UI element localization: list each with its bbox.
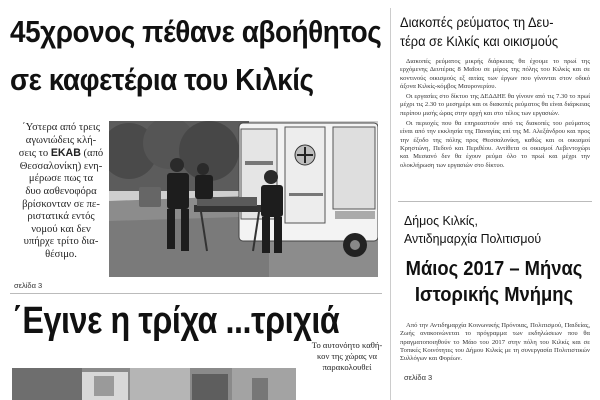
main-story-page-ref: σελίδα 3 xyxy=(14,281,43,290)
ambulance-photo xyxy=(109,121,378,277)
outage-paragraph: Οι περιοχές που θα επηρεαστούν από τις διακοπές του ρεύματος είναι από την εκκλησία της Παναγίας επί της Μ. Αλεξάνδρου και προς την έξοδο της πόλης προς Θεσσαλονίκη, καθώς και οι οικισμοί Κρηστώνη, Πεδινό και Περιθέου. Αντίθετα οι οικισμοί Λεβεντοχώρι και Μεσιανό δεν θα έχουν ρεύμα όλο το πρωί και μέχρι την ολοκλήρωση των εργασιών στο δίκτυο. xyxy=(400,120,590,169)
outage-body xyxy=(400,58,590,172)
municipality-paragraph: Από την Αντιδημαρχία Κοινωνικής Πρόνοιας, Πολιτισμού, Παιδείας, Ζωής ανακοινώνεται το πρόγραμμα των εκδηλώσεων που θα πραγματοποιηθούν το Μάιο του 2017 στην πόλη του Κιλκίς και σε Τοπικές Κοινότητες του Δήμου Κιλκίς με τη συνεργασία Πολιτιστικών Συλλόγων και Φορέων. xyxy=(400,322,590,363)
outage-title-line2: τέρα σε Κιλκίς και οικισμούς xyxy=(400,34,559,49)
lead-line: νομού και δεν xyxy=(31,223,91,235)
second-story-photo xyxy=(12,368,296,400)
lead-line xyxy=(18,147,104,161)
second-story-line: Το αυτονόητο καθή- xyxy=(311,340,383,350)
ekab-bold: EKAB xyxy=(50,147,81,160)
municipality-body xyxy=(400,322,590,365)
lead-line: ριστατικά εντός xyxy=(27,211,95,223)
lead-line: δυο ασθενοφόρα xyxy=(25,185,97,197)
lead-line: Θεσσαλονίκη) ενη- xyxy=(19,160,103,172)
lead-line: αγωνιώδεις κλή- xyxy=(25,134,97,146)
municipality-page-ref: σελίδα 3 xyxy=(404,373,433,382)
lead-line-text: (από xyxy=(80,148,104,160)
main-headline-line1: 45χρονος πέθανε αβοήθητος xyxy=(10,14,382,49)
municipality-line1: Δήμος Κιλκίς, xyxy=(404,213,478,228)
lead-line: μέρωσε πως τα xyxy=(28,173,94,185)
second-story-text xyxy=(303,340,391,373)
second-headline: ΄Εγινε η τρίχα ...τριχιά xyxy=(12,300,340,342)
outage-title-line1: Διακοπές ρεύματος τη Δευ- xyxy=(400,15,554,30)
lead-line-text: σεις το xyxy=(18,148,51,160)
main-headline-line2: σε καφετέρια του Κιλκίς xyxy=(10,62,314,97)
outage-paragraph: Οι εργασίες στο δίκτυο της ΔΕΔΔΗΕ θα γίνουν από τις 7.30 το πρωί μέχρι τις 2.30 το μεσημέρι και οι διακοπές ρεύματος θα είναι διάρκειας περίπου μισής ώρας στην αρχή και στο τέλος των εργασιών. xyxy=(400,93,590,117)
main-story-lead xyxy=(18,122,104,262)
lead-line: βρίσκονταν σε πε- xyxy=(22,198,100,210)
lead-line: θέσιμο. xyxy=(45,248,77,260)
municipality-line2: Αντιδημαρχία Πολιτισμού xyxy=(404,231,542,246)
outage-paragraph: Διακοπές ρεύματος μικρής διάρκειας θα έχουμε το πρωί της ερχόμενης Δευτέρας 8 Μαΐου σε μέρος της πόλης του Κιλκίς και σε κοντινούς οικισμούς εξ αιτίας των έργων που γίνονται στον οδικό άξονα Κιλκίς-κόμβος Μαυρονερίου. xyxy=(400,58,590,90)
divider xyxy=(10,293,382,294)
may-title-line2: Ιστορικής Μνήμης xyxy=(414,284,574,306)
may-title-line1: Μάιος 2017 – Μήνας xyxy=(405,258,583,280)
lead-line: υπήρχε τρίτο δια- xyxy=(23,236,99,248)
divider xyxy=(398,201,592,202)
lead-line: ΄Υστερα από τρεις xyxy=(22,122,100,133)
second-story-line: κον της χώρας να xyxy=(317,351,377,361)
second-story-line: παρακολουθεί xyxy=(322,362,372,372)
